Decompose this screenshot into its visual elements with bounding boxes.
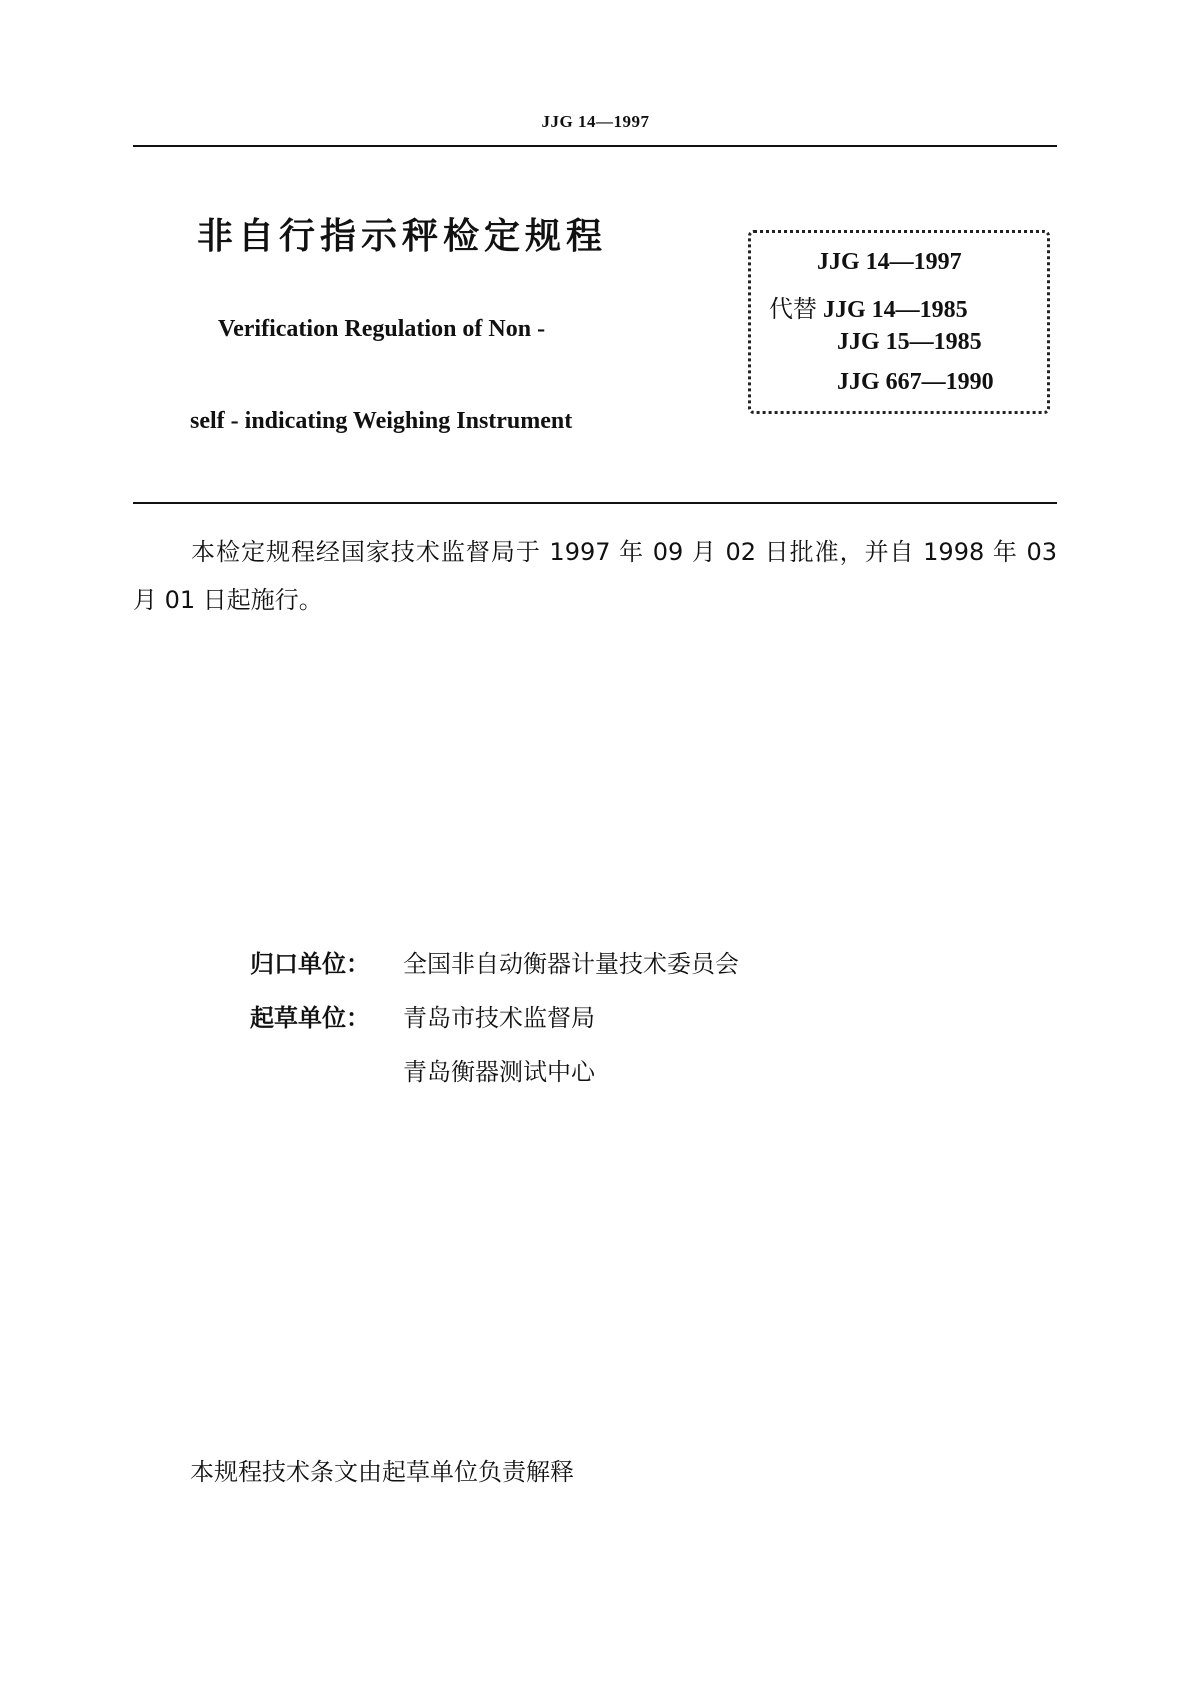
replaces-line [769,289,968,324]
replaced-code-1: JJG 14—1985 [823,297,968,323]
standard-code-box [748,230,1050,414]
drafting-unit-value-1: 青岛市技术监督局 [403,1004,595,1032]
title-chinese: 非自行指示秤检定规程 [197,216,608,257]
drafting-unit-value-2: 青岛衡器测试中心 [403,1058,595,1086]
current-code: JJG 14—1997 [817,249,962,275]
responsible-unit-value: 全国非自动衡器计量技术委员会 [403,950,739,978]
replaced-code-2: JJG 15—1985 [837,329,982,355]
title-english-line1: Verification Regulation of Non - [218,316,546,342]
responsible-unit-label: 归口单位： [250,950,370,978]
header-rule [133,145,1057,147]
approval-text: 本检定规程经国家技术监督局于 1997 年 09 月 02 日批准，并自 1998 年 03 月 01 日起施行。 [133,538,1057,614]
drafting-unit-label: 起草单位： [250,1004,370,1032]
replaces-label: 代替 [769,295,817,323]
replaced-code-3: JJG 667—1990 [837,369,994,395]
title-english-line2: self - indicating Weighing Instrument [190,408,573,434]
section-rule [133,502,1057,504]
footer-note: 本规程技术条文由起草单位负责解释 [190,1458,574,1486]
header-code: JJG 14—1997 [541,112,650,131]
